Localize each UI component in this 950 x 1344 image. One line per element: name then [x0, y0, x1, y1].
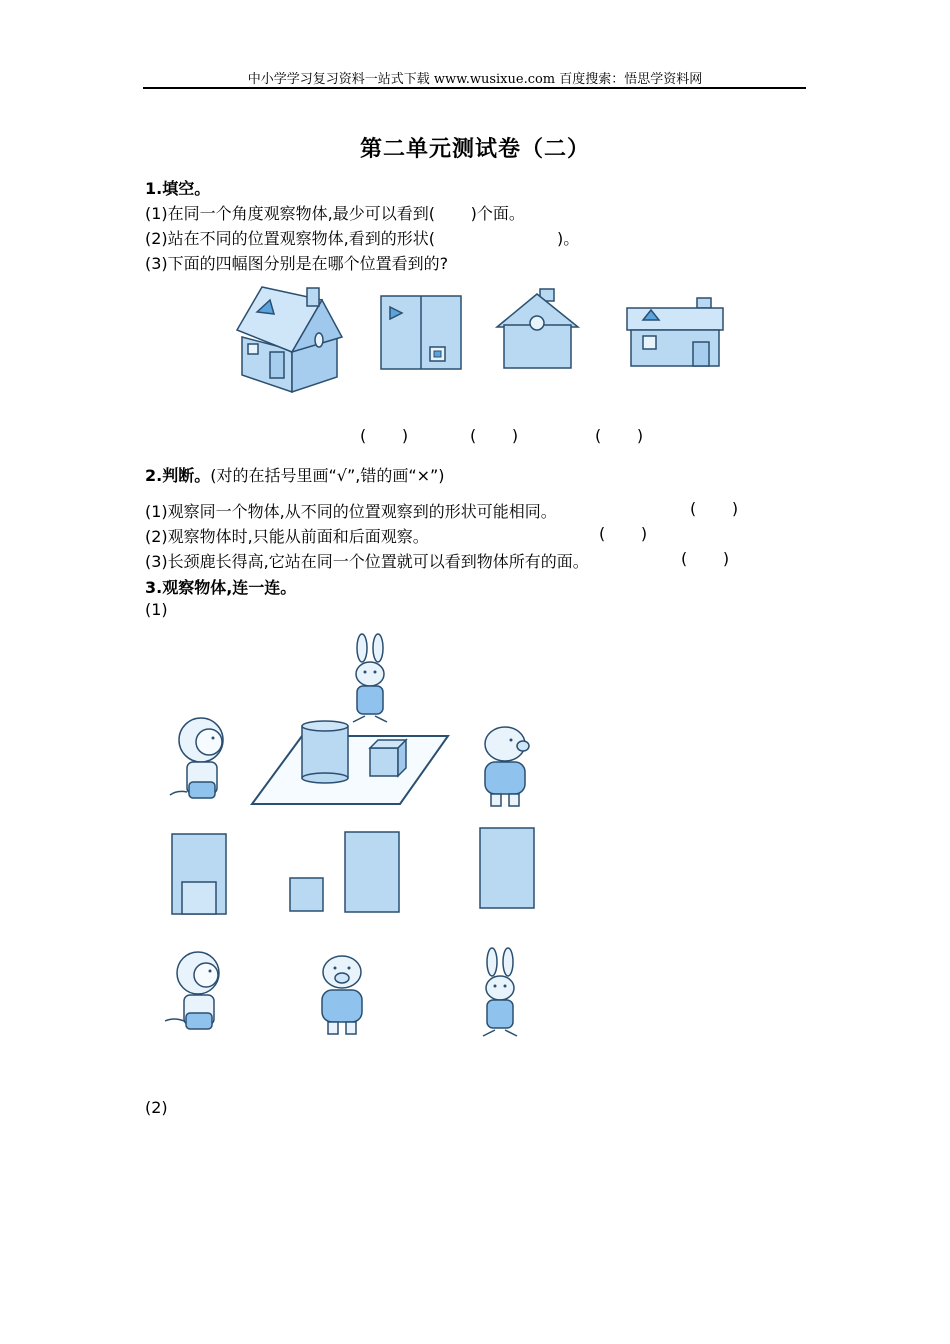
house-front-view-icon	[495, 287, 580, 370]
cylinder-icon	[302, 721, 348, 783]
q2-blank-3[interactable]: ( )	[681, 549, 730, 568]
q1-item3: (3)下面的四幅图分别是在哪个位置看到的?	[145, 254, 449, 273]
view-tall-rectangle	[343, 830, 403, 916]
table-scene	[250, 718, 450, 806]
q2-item1: (1)观察同一个物体,从不同的位置观察到的形状可能相同。	[145, 502, 557, 521]
pig-icon	[475, 720, 540, 810]
q3-part2: (2)	[145, 1098, 168, 1117]
header-rule	[143, 87, 806, 89]
view-tall-rectangle-right	[478, 826, 538, 910]
lion-icon	[165, 710, 235, 808]
q2-heading-note: (对的在括号里画“√”,错的画“×”)	[210, 466, 445, 485]
q1-heading: 1.填空。	[145, 179, 211, 198]
cube-icon	[370, 740, 406, 776]
q1-blank-1[interactable]: ( )	[360, 426, 409, 445]
q2-heading: 2.判断。	[145, 466, 211, 485]
house-long-side-view-icon	[625, 296, 725, 368]
q1-item2: (2)站在不同的位置观察物体,看到的形状( )。	[145, 229, 580, 248]
pig-icon	[312, 950, 372, 1038]
page-header: 中小学学习复习资料一站式下载 www.wusixue.com 百度搜索：悟思学资料网	[247, 72, 703, 87]
q2-item2: (2)观察物体时,只能从前面和后面观察。	[145, 527, 429, 546]
q2-item3: (3)长颈鹿长得高,它站在同一个位置就可以看到物体所有的面。	[145, 552, 589, 571]
q1-blank-3[interactable]: ( )	[595, 426, 644, 445]
rabbit-icon	[345, 634, 395, 726]
page-title: 第二单元测试卷（二）	[359, 136, 590, 162]
house-3d-icon	[232, 282, 347, 397]
q3-part1: (1)	[145, 600, 168, 619]
rabbit-icon	[475, 948, 525, 1040]
house-side-view-icon	[380, 295, 462, 370]
q1-blank-2[interactable]: ( )	[470, 426, 519, 445]
lion-icon	[162, 945, 232, 1037]
q1-item1: (1)在同一个角度观察物体,最少可以看到( )个面。	[145, 204, 525, 223]
q2-heading-row	[145, 463, 445, 486]
view-tall-with-square	[170, 832, 230, 916]
q2-blank-1[interactable]: ( )	[690, 499, 739, 518]
q2-blank-2[interactable]: ( )	[599, 524, 648, 543]
view-small-square	[288, 876, 326, 914]
q3-heading: 3.观察物体,连一连。	[145, 578, 297, 597]
